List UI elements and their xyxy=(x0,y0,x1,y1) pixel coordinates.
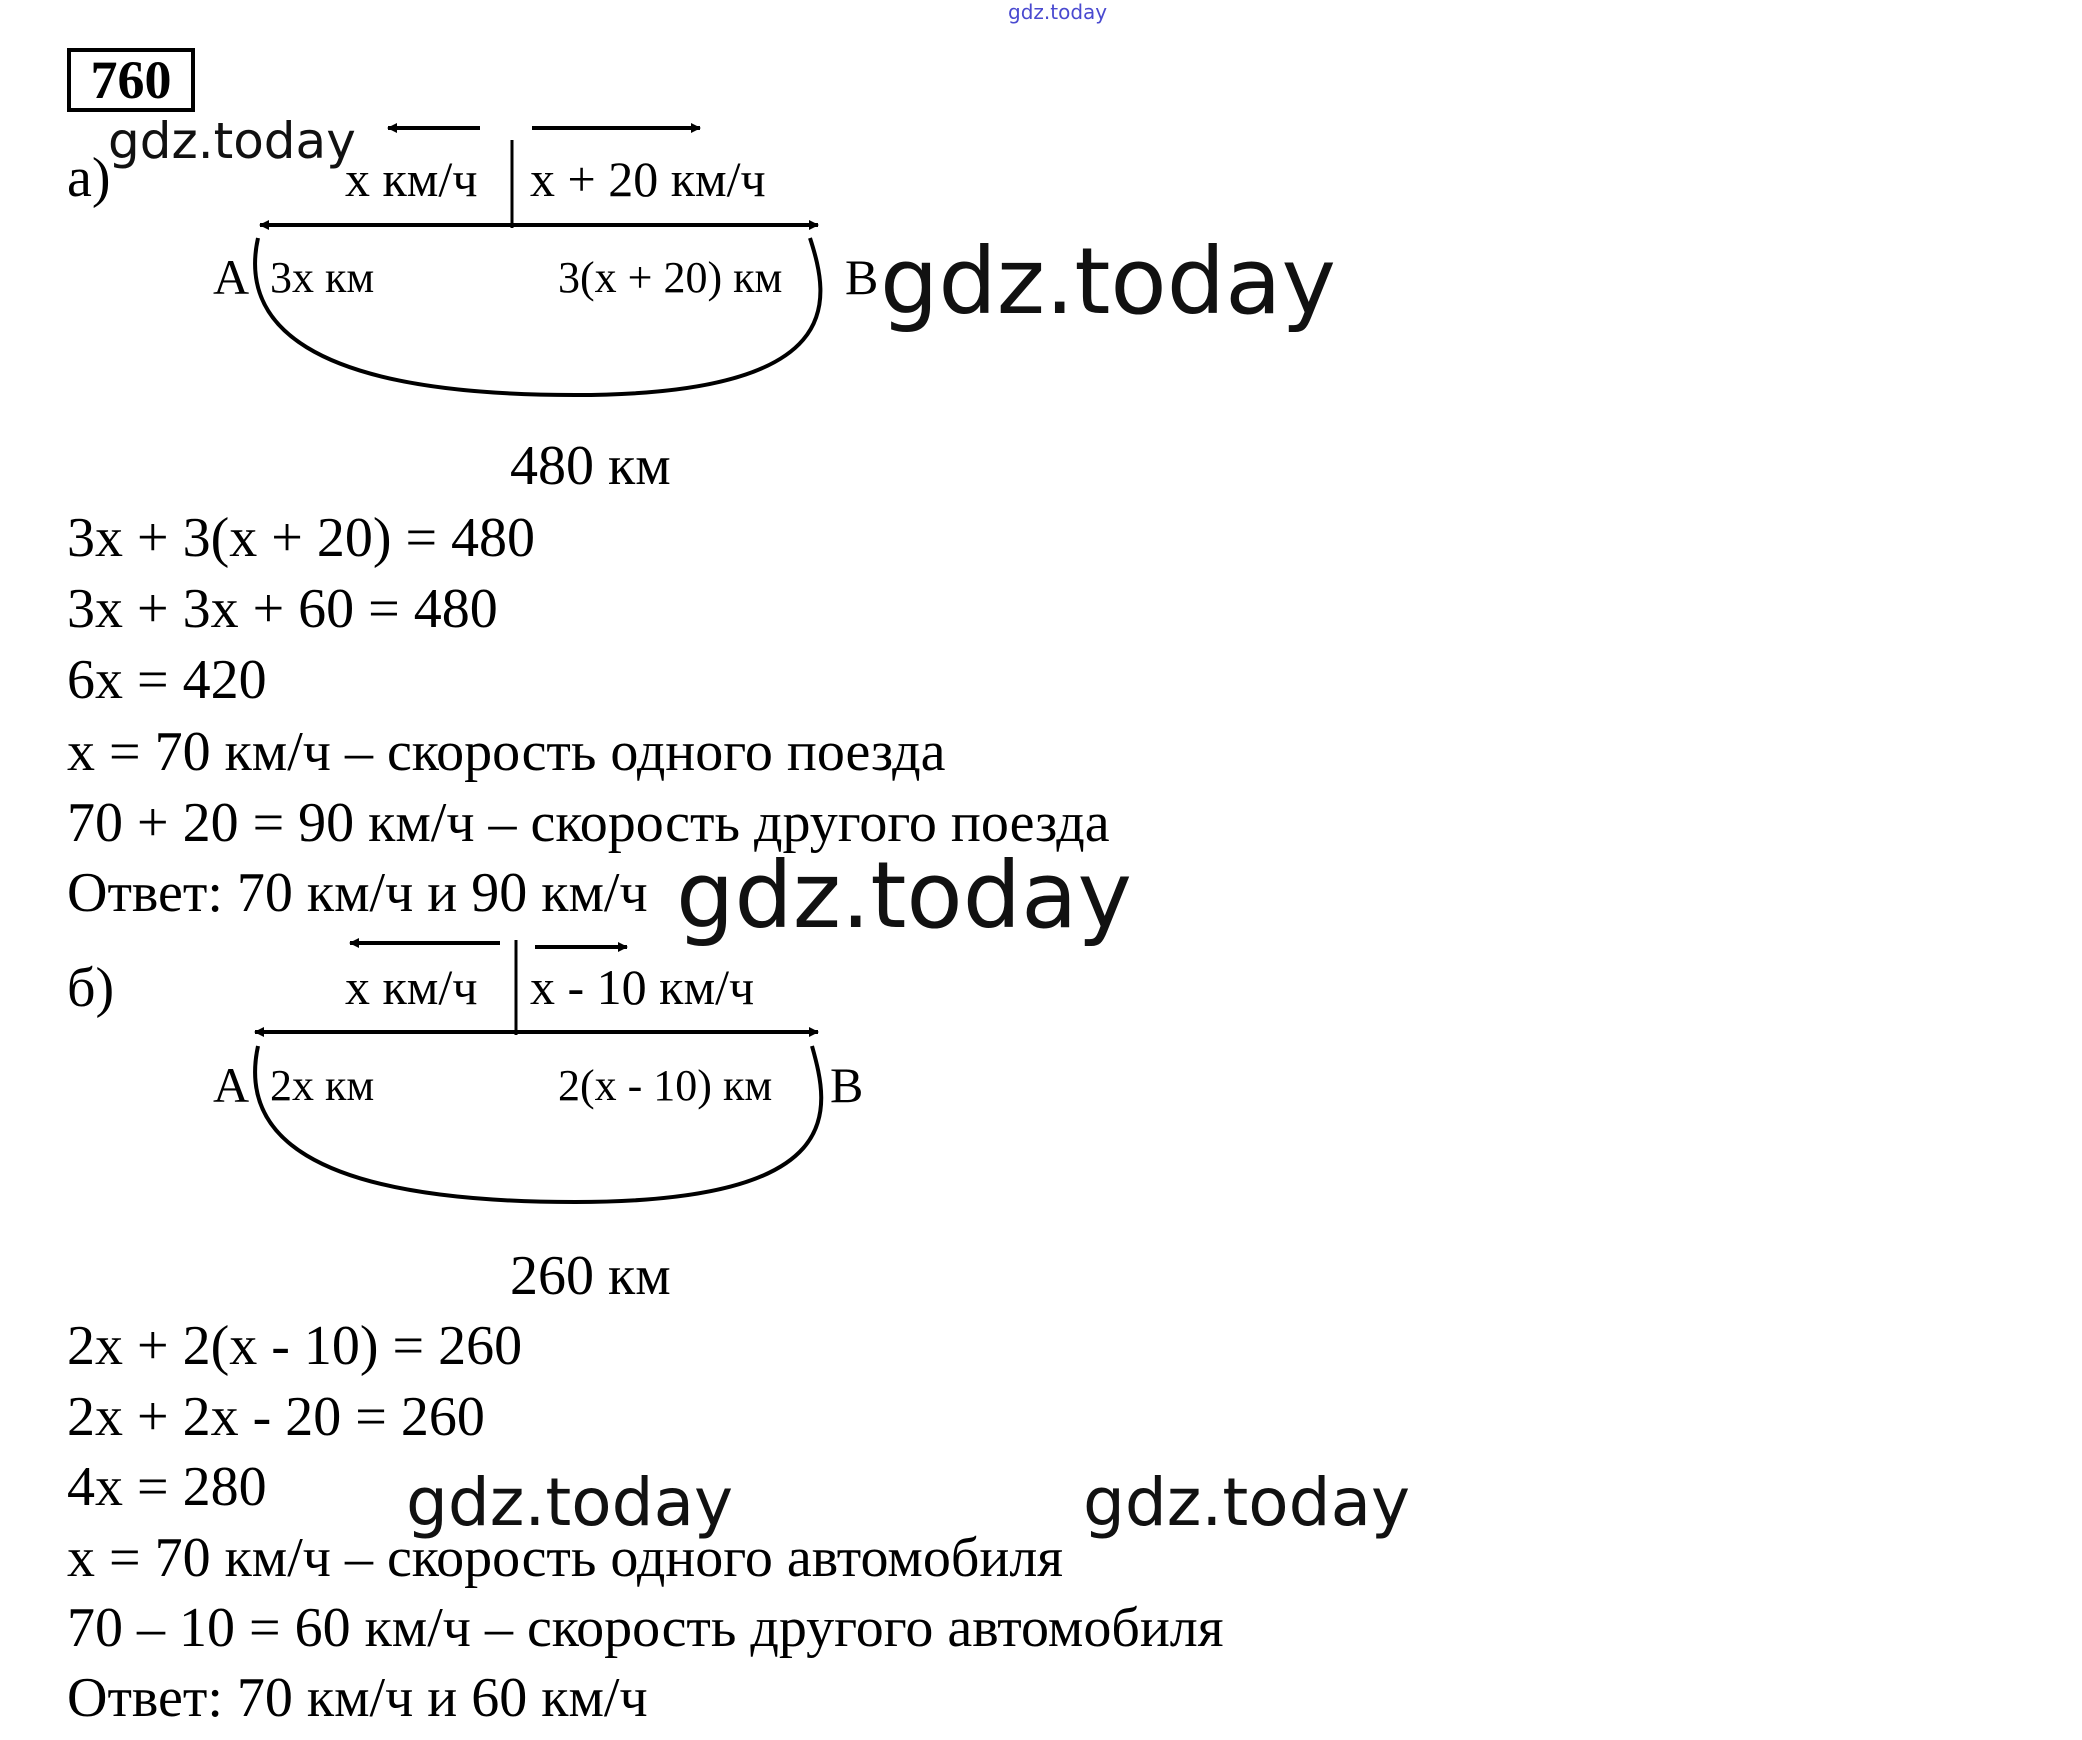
watermark-top: gdz.today xyxy=(1008,0,1108,24)
watermark-b-right: gdz.today xyxy=(1083,1464,1411,1541)
speed-left-a: x км/ч xyxy=(345,151,478,207)
point-b-b: B xyxy=(830,1057,864,1113)
part-b-label: б) xyxy=(67,957,115,1019)
speed-right-b: x - 10 км/ч xyxy=(530,959,755,1015)
watermark-a-mid: gdz.today xyxy=(676,842,1132,949)
dist-right-a: 3(x + 20) км xyxy=(558,253,783,302)
point-a-b: A xyxy=(213,1057,250,1113)
dist-left-b: 2x км xyxy=(270,1061,375,1110)
eq-a-2: 3x + 3x + 60 = 480 xyxy=(67,578,498,640)
speed-left-b: x км/ч xyxy=(345,959,478,1015)
problem-number: 760 xyxy=(67,48,195,112)
speed-right-a: x + 20 км/ч xyxy=(530,151,766,207)
watermark-a-small: gdz.today xyxy=(108,112,356,170)
eq-b-2: 2x + 2x - 20 = 260 xyxy=(67,1386,485,1448)
watermark-b-left: gdz.today xyxy=(406,1464,734,1541)
dist-right-b: 2(x - 10) км xyxy=(558,1061,773,1110)
point-a-a: A xyxy=(213,249,250,305)
dist-left-a: 3x км xyxy=(270,253,375,302)
total-a: 480 км xyxy=(510,435,671,497)
watermark-a-large: gdz.today xyxy=(880,228,1336,335)
answer-a: Ответ: 70 км/ч и 90 км/ч xyxy=(67,862,648,924)
eq-a-5: 70 + 20 = 90 км/ч – скорость другого поезда xyxy=(67,792,1110,854)
eq-a-1: 3x + 3(x + 20) = 480 xyxy=(67,507,536,569)
eq-b-4: x = 70 км/ч – скорость одного автомобиля xyxy=(67,1527,1064,1589)
eq-b-3: 4x = 280 xyxy=(67,1456,267,1518)
eq-b-5: 70 – 10 = 60 км/ч – скорость другого автомобиля xyxy=(67,1597,1224,1659)
eq-a-3: 6x = 420 xyxy=(67,649,267,711)
point-b-a: B xyxy=(845,249,879,305)
answer-b: Ответ: 70 км/ч и 60 км/ч xyxy=(67,1667,648,1729)
part-a-label: а) xyxy=(67,147,111,209)
total-b: 260 км xyxy=(510,1245,671,1307)
eq-a-4: x = 70 км/ч – скорость одного поезда xyxy=(67,721,946,783)
eq-b-1: 2x + 2(x - 10) = 260 xyxy=(67,1315,523,1377)
